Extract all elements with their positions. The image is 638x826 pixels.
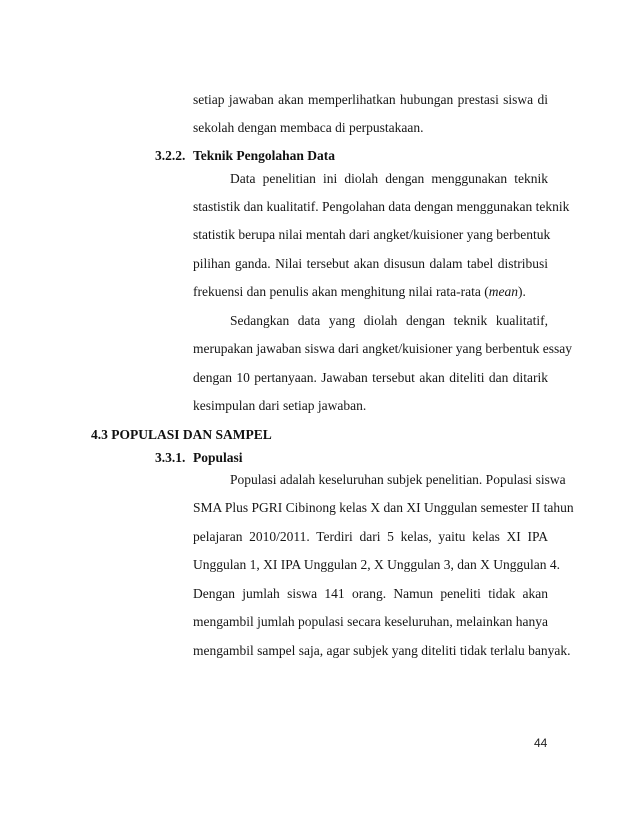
paragraph-line: pilihan ganda. Nilai tersebut akan disusun dalam tabel distribusi	[193, 256, 548, 271]
paragraph-line: Populasi adalah keseluruhan subjek penelitian. Populasi siswa	[230, 472, 566, 487]
chapter-section-title: 4.3 POPULASI DAN SAMPEL	[91, 427, 272, 442]
section-title: Teknik Pengolahan Data	[193, 148, 336, 163]
page-number: 44	[534, 736, 548, 750]
paragraph-line: mengambil sampel saja, agar subjek yang diteliti tidak terlalu banyak.	[193, 643, 571, 658]
paragraph-line: stastistik dan kualitatif. Pengolahan data dengan menggunakan teknik	[193, 199, 570, 214]
paragraph-text: ).	[518, 284, 526, 299]
paragraph-line: SMA Plus PGRI Cibinong kelas X dan XI Unggulan semester II tahun	[193, 500, 574, 515]
paragraph-line: setiap jawaban akan memperlihatkan hubungan prestasi siswa di	[193, 92, 548, 107]
section-number: 3.3.1.	[155, 450, 186, 465]
section-title: Populasi	[193, 450, 243, 465]
paragraph-line: Dengan jumlah siswa 141 orang. Namun peneliti tidak akan	[193, 586, 548, 601]
paragraph-line: sekolah dengan membaca di perpustakaan.	[193, 120, 424, 135]
paragraph-line: Data penelitian ini diolah dengan menggunakan teknik	[230, 171, 548, 186]
section-number: 3.2.2.	[155, 148, 186, 163]
paragraph-line: Unggulan 1, XI IPA Unggulan 2, X Unggulan 3, dan X Unggulan 4.	[193, 557, 560, 572]
paragraph-line-mean	[193, 284, 526, 300]
paragraph-line: Sedangkan data yang diolah dengan teknik kualitatif,	[230, 313, 548, 328]
paragraph-text: frekuensi dan penulis akan menghitung nilai rata-rata (	[193, 284, 489, 299]
paragraph-line: pelajaran 2010/2011. Terdiri dari 5 kelas, yaitu kelas XI IPA	[193, 529, 548, 544]
paragraph-line: mengambil jumlah populasi secara keseluruhan, melainkan hanya	[193, 614, 549, 629]
paragraph-line: merupakan jawaban siswa dari angket/kuisioner yang berbentuk essay	[193, 341, 573, 356]
italic-term: mean	[488, 284, 519, 299]
paragraph-line: kesimpulan dari setiap jawaban.	[193, 398, 367, 413]
paragraph-line: statistik berupa nilai mentah dari angket/kuisioner yang berbentuk	[193, 227, 551, 242]
paragraph-line: dengan 10 pertanyaan. Jawaban tersebut akan diteliti dan ditarik	[193, 370, 548, 385]
